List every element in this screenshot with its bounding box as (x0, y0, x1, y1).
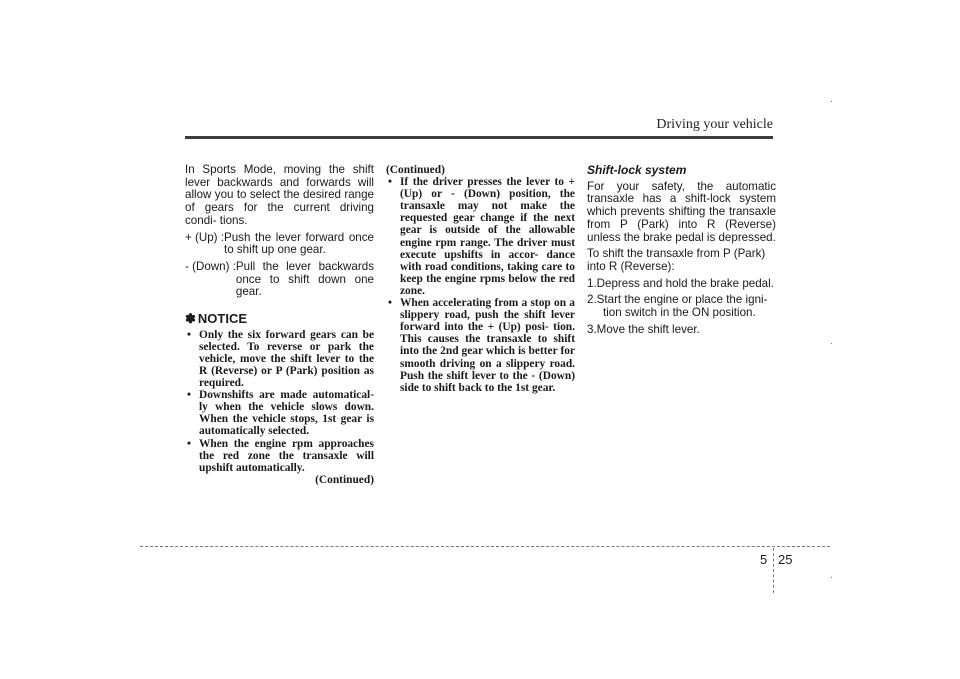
definition-term: - (Down) : (185, 259, 236, 273)
header-rule (185, 136, 773, 139)
page-number: 25 (778, 552, 793, 567)
chapter-number: 5 (760, 552, 768, 567)
intro-paragraph: In Sports Mode, moving the shift lever backwards and forwards will allow you to select the desired range of gears for the current driving condi- tions. (185, 163, 374, 227)
crop-mark (831, 343, 832, 344)
crop-mark (831, 101, 832, 102)
footer-rule (140, 546, 830, 547)
column-1 (185, 164, 374, 487)
list-item: • Only the six forward gears can be selected. To reverse or park the vehicle, move the shift lever to the R (Reverse) or P (Park) position as required. (185, 329, 374, 389)
notice-title: NOTICE (197, 311, 248, 327)
list-item: 1.Depress and hold the brake pedal. (587, 276, 774, 290)
steps-list (587, 278, 776, 337)
notice-list-continued (386, 176, 575, 394)
notice-heading (185, 313, 374, 326)
list-item: • Downshifts are made automatical- ly when the vehicle slows down. When the vehicle stops, 1st gear is automatically selected. (185, 389, 374, 437)
continued-label: (Continued) (315, 473, 374, 486)
paragraph: To shift the transaxle from P (Park) into R (Reverse): (587, 247, 766, 273)
column-3 (587, 164, 776, 340)
list-item: 3.Move the shift lever. (587, 322, 700, 336)
paragraph: For your safety, the automatic transaxle has a shift-lock system which prevents shifting the transaxle from P (Park) into R (Reverse) unless the brake pedal is depressed. (587, 179, 776, 244)
definition-term: + (Up) : (185, 230, 224, 244)
column-2 (386, 164, 575, 394)
footer-divider (773, 548, 774, 593)
crop-mark (831, 577, 832, 578)
notice-list (185, 329, 374, 474)
notice-star-icon: ✽ (185, 311, 196, 327)
list-item: 2.Start the engine or place the igni- tion switch in the ON position. (587, 293, 768, 320)
continued-label: (Continued) (386, 164, 445, 176)
definition-down (185, 261, 374, 299)
definition-desc: Push the lever forward once to shift up one gear. (223, 230, 374, 257)
list-item: • When the engine rpm approaches the red zone the transaxle will upshift automatically. (185, 438, 374, 474)
definition-up (185, 232, 374, 257)
section-title: Shift-lock system (587, 163, 687, 177)
header-title: Driving your vehicle (656, 117, 773, 132)
list-item: • If the driver presses the lever to + (Up) or - (Down) position, the transaxle may not make the requested gear change if the next gear is outside of the allowable engine rpm range. The driver must execute upshifts in accor- dance with road conditions, taking care to keep the engine rpms below the red zone. (386, 176, 575, 297)
definition-desc: Pull the lever backwards once to shift down one gear. (235, 259, 374, 299)
list-item: • When accelerating from a stop on a slippery road, push the shift lever forward into the + (Up) posi- tion. This causes the transaxle to shift into the 2nd gear which is better for smooth driving on a slippery road. Push the shift lever to the - (Down) side to shift back to the 1st gear. (386, 297, 575, 394)
